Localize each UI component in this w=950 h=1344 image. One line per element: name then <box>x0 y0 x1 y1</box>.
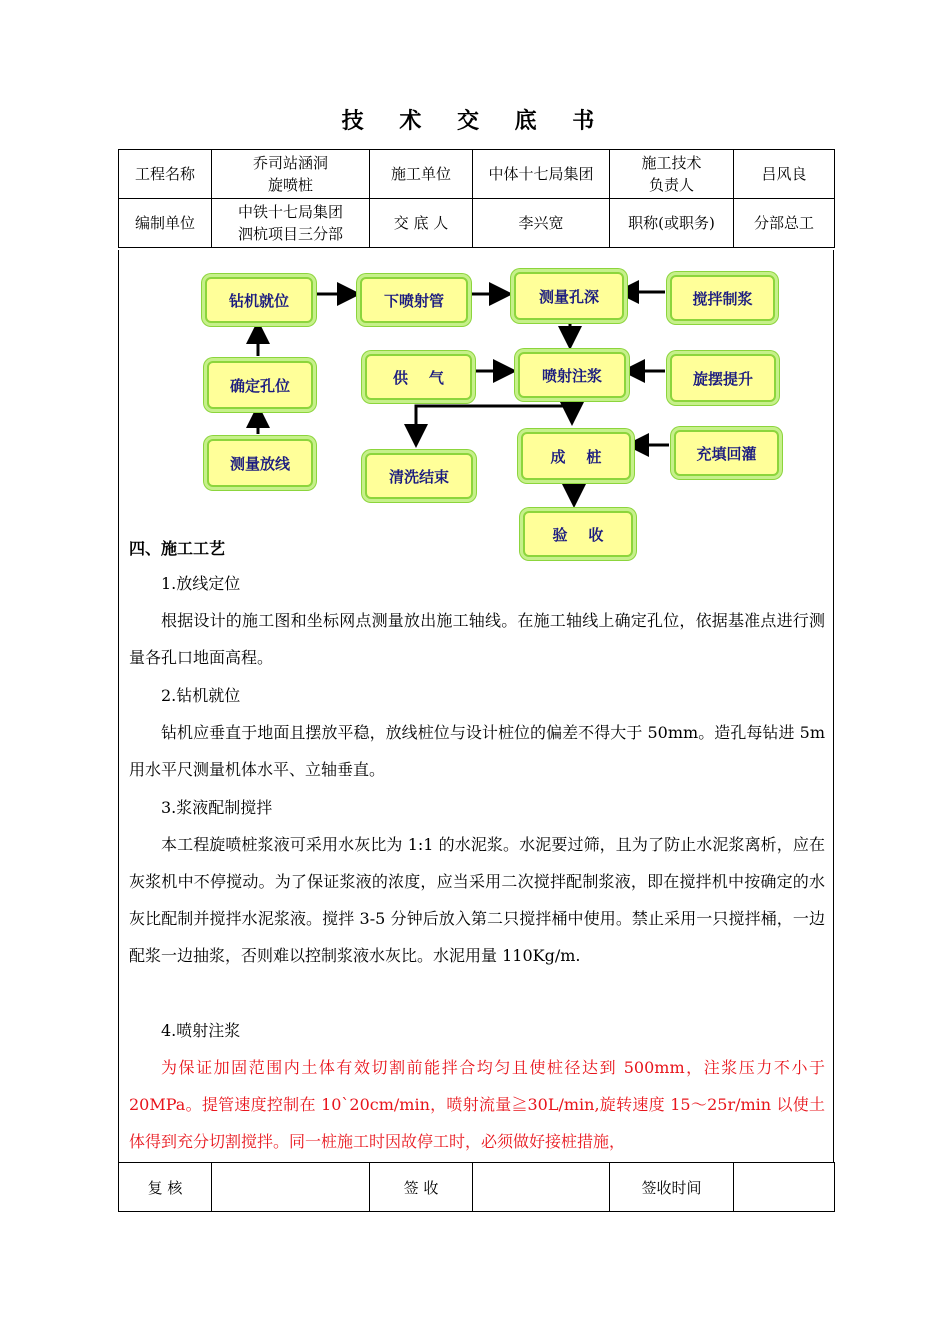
content-area <box>118 250 834 1162</box>
heading-3: 3.浆液配制搅拌 <box>161 798 273 817</box>
flow-node-form-pile: 成 桩 <box>521 432 631 480</box>
header-table <box>118 149 835 248</box>
paragraph-3: 本工程旋喷桩浆液可采用水灰比为 1:1 的水泥浆。水泥要过筛，且为了防止水泥浆离析，应在灰浆机中不停搅动。为了保证浆液的浓度，应当采用二次搅拌配制浆液，即在搅拌机中按确定的水灰比配制并搅拌水泥浆液。搅拌 3-5 分钟后放入第二只搅拌桶中使用。禁止采用一只搅拌桶，一边配浆一边抽浆，否则难以控制浆液水灰比。水泥用量 110Kg/m. <box>129 835 825 965</box>
flow-node-drill-positioning: 钻机就位 <box>205 277 313 323</box>
heading-4: 4.喷射注浆 <box>161 1021 241 1040</box>
paragraph-4: 为保证加固范围内土体有效切割前能拌合均匀且使桩径达到 500mm，注浆压力不小于 20MPa。提管速度控制在 10`20cm/min，喷射流量≧30L/min,旋转速度 15～25r/min 以使土体得到充分切割搅拌。同一桩施工时因故停工时，必须做好接桩措施， <box>129 1058 825 1151</box>
header-row-2 <box>119 199 835 248</box>
paragraph-1: 根据设计的施工图和坐标网点测量放出施工轴线。在施工轴线上确定孔位，依据基准点进行测量各孔口地面高程。 <box>129 611 825 667</box>
flow-node-backfill: 充填回灌 <box>674 430 779 476</box>
label-receipt-time: 签收时间 <box>610 1163 734 1212</box>
label-title: 职称(或职务) <box>610 199 734 248</box>
header-row-1 <box>119 150 835 199</box>
flow-node-jet-grouting: 喷射注浆 <box>518 352 626 398</box>
paragraph-2: 钻机应垂直于地面且摆放平稳，放线桩位与设计桩位的偏差不得大于 50mm。造孔每钻进 5m 用水平尺测量机体水平、立轴垂直。 <box>129 723 825 779</box>
flow-node-clean-finish: 清洗结束 <box>365 453 473 499</box>
value-tech-lead: 吕风良 <box>734 150 835 199</box>
flow-node-air-supply: 供 气 <box>365 354 472 400</box>
field-receipt-time[interactable] <box>734 1163 835 1212</box>
document-title: 技 术 交 底 书 <box>341 108 609 134</box>
value-title: 分部总工 <box>734 199 835 248</box>
flow-node-locate-hole: 确定孔位 <box>207 361 313 409</box>
label-presenter: 交 底 人 <box>370 199 473 248</box>
field-sign-receipt[interactable] <box>473 1163 610 1212</box>
value-construction-unit: 中体十七局集团 <box>473 150 610 199</box>
flow-node-acceptance: 验 收 <box>523 511 633 557</box>
value-presenter: 李兴宽 <box>473 199 610 248</box>
signoff-table <box>118 1162 835 1212</box>
signoff-row <box>119 1163 835 1212</box>
heading-1: 1.放线定位 <box>161 574 241 593</box>
field-review[interactable] <box>212 1163 370 1212</box>
flow-node-mix-slurry: 搅拌制浆 <box>670 275 775 321</box>
process-flowchart <box>119 250 833 560</box>
heading-2: 2.钻机就位 <box>161 686 241 705</box>
flow-node-lower-jet-pipe: 下喷射管 <box>360 277 468 323</box>
flow-node-measure-depth: 测量孔深 <box>514 272 624 320</box>
flow-node-survey-layout: 测量放线 <box>207 439 313 487</box>
value-project-name: 乔司站涵洞 旋喷桩 <box>212 150 370 199</box>
label-project-name: 工程名称 <box>119 150 212 199</box>
label-compiler: 编制单位 <box>119 199 212 248</box>
label-sign-receipt: 签 收 <box>370 1163 473 1212</box>
value-compiler: 中铁十七局集团 泗杭项目三分部 <box>212 199 370 248</box>
label-review: 复 核 <box>119 1163 212 1212</box>
flow-node-rotate-lift: 旋摆提升 <box>670 354 776 402</box>
label-construction-unit: 施工单位 <box>370 150 473 199</box>
section-heading: 四、施工工艺 <box>129 539 226 558</box>
label-tech-lead: 施工技术 负责人 <box>610 150 734 199</box>
